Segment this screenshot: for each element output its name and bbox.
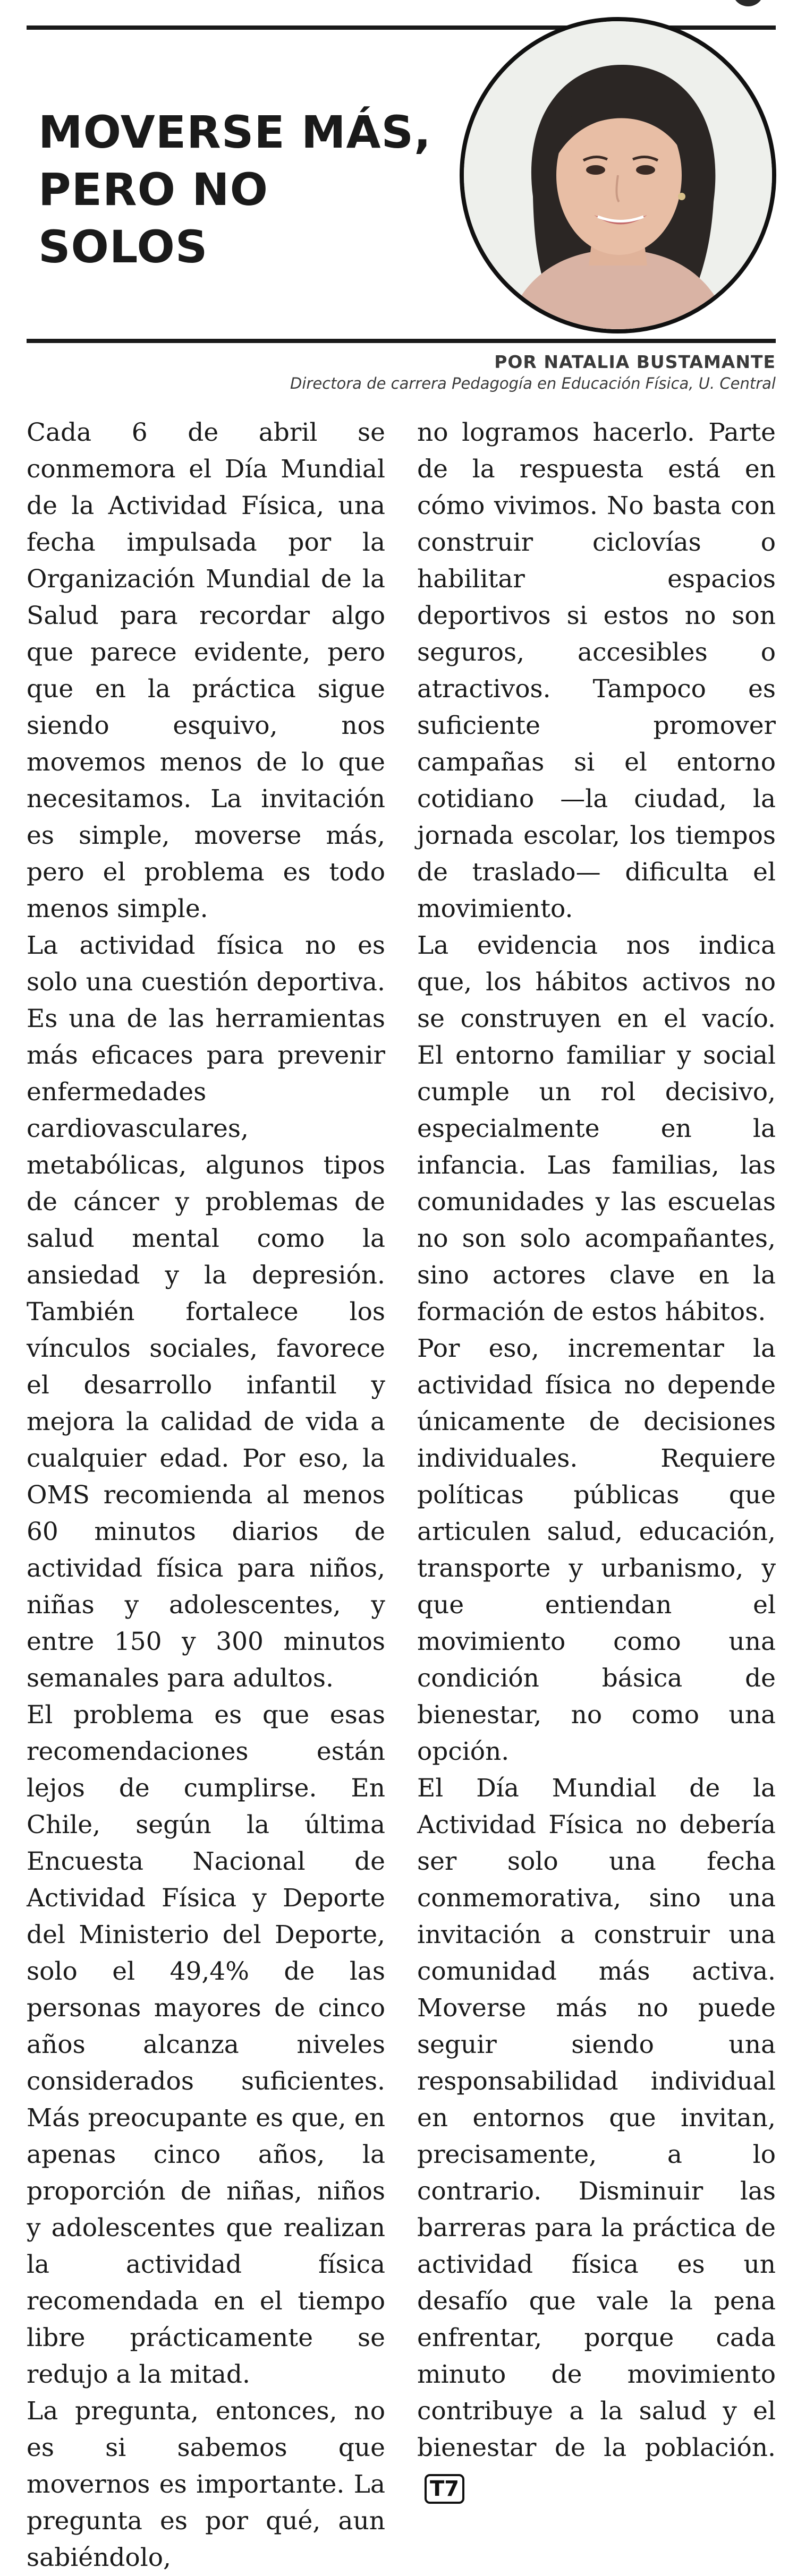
byline (290, 352, 776, 392)
article-paragraph: Cada 6 de abril se conmemora el Día Mundial de la Actividad Física, una fecha impulsada por la Organización Mundial de la Salud para recordar algo que parece evidente, pero que en la práctica sigue siendo esquivo, nos movemos menos de lo que necesitamos. La invitación es simple, moverse más, pero el problema es todo menos simple. (27, 418, 385, 923)
publication-logo-icon: T7 (425, 2474, 464, 2504)
article-paragraph: El problema es que esas recomendaciones están lejos de cumplirse. En Chile, según la última Encuesta Nacional de Actividad Física y Deporte del Ministerio del Deporte, solo el 49,4% de las personas mayores de cinco años alcanza niveles considerados suficientes. Más preocupante es que, en apenas cinco años, la proporción de niñas, niños y adolescentes que realizan la actividad física recomendada en el tiempo libre prácticamente se redujo a la mitad. (27, 1700, 385, 2389)
page-corner-mark (732, 0, 764, 6)
article-paragraph-text: El Día Mundial de la Actividad Física no debería ser solo una fecha conmemorativa, sino una invitación a construir una comunidad más activa. Moverse más no puede seguir siendo una responsabilidad individual en entornos que invitan, precisamente, a lo contrario. Disminuir las barreras para la práctica de actividad física es un desafío que vale la pena enfrentar, porque cada minuto de movimiento contribuye a la salud y el bienestar de la población. (417, 1774, 776, 2462)
title-line-1: MOVERSE MÁS, (38, 106, 431, 158)
article-paragraph: La evidencia nos indica que, los hábitos activos no se construyen en el vacío. El entorno familiar y social cumple un rol decisivo, especialmente en la infancia. Las familias, las comunidades y las escuelas no son solo acompañantes, sino actores clave en la formación de estos hábitos. (417, 931, 776, 1326)
article-paragraph: La pregunta, entonces, no es si sabemos que movernos es importante. La pregunta es por qué, aun sabiéndolo, (27, 2397, 385, 2572)
article-paragraph-last (417, 1770, 776, 2504)
author-portrait (460, 17, 776, 333)
author-portrait-icon (464, 21, 772, 329)
article-column-left (27, 414, 385, 2576)
article-column-right (417, 414, 776, 2504)
article-paragraph: La actividad física no es solo una cuestión deportiva. Es una de las herramientas más eficaces para prevenir enfermedades cardiovasculares, metabólicas, algunos tipos de cáncer y problemas de salud mental como la ansiedad y la depresión. También fortalece los vínculos sociales, favorece el desarrollo infantil y mejora la calidad de vida a cualquier edad. Por eso, la OMS recomienda al menos 60 minutos diarios de actividad física para niños, niñas y adolescentes, y entre 150 y 300 minutos semanales para adultos. (27, 931, 385, 1693)
header-divider (27, 339, 776, 343)
article-paragraph: no logramos hacerlo. Parte de la respuesta está en cómo vivimos. No basta con construir ciclovías o habilitar espacios deportivos si estos no son seguros, accesibles o atractivos. Tampoco es suficiente promover campañas si el entorno cotidiano —la ciudad, la jornada escolar, los tiempos de traslado— dificulta el movimiento. (417, 418, 776, 923)
author-name: POR NATALIA BUSTAMANTE (494, 352, 776, 372)
author-role: Directora de carrera Pedagogía en Educación Física, U. Central (290, 374, 776, 392)
title-line-2: PERO NO SOLOS (38, 164, 268, 273)
article-paragraph: Por eso, incrementar la actividad física no depende únicamente de decisiones individuales. Requiere políticas públicas que articulen salud, educación, transporte y urbanismo, y que entiendan el movimiento como una condición básica de bienestar, no como una opción. (417, 1334, 776, 1766)
page-title (38, 104, 442, 276)
